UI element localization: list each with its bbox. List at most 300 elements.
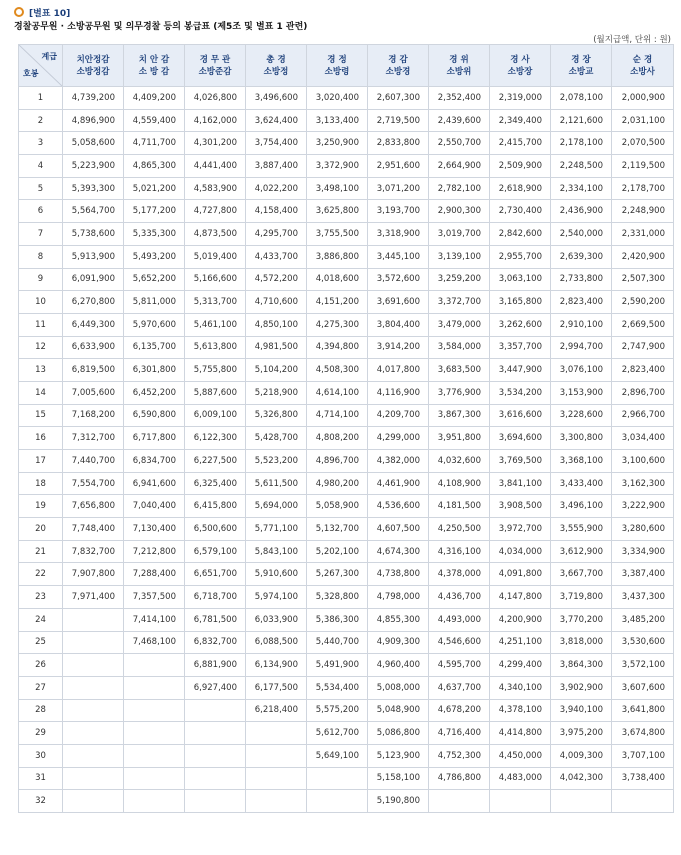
salary-cell: 5,811,000 — [124, 291, 185, 314]
salary-cell — [63, 676, 124, 699]
bullet-circle-icon — [14, 7, 24, 17]
salary-cell: 7,748,400 — [63, 518, 124, 541]
salary-cell: 2,000,900 — [612, 87, 674, 110]
table-row — [19, 790, 674, 813]
salary-cell: 4,873,500 — [185, 223, 246, 246]
table-row — [19, 313, 674, 336]
salary-cell: 2,334,100 — [551, 177, 612, 200]
salary-cell: 7,440,700 — [63, 450, 124, 473]
salary-cell: 4,798,000 — [368, 586, 429, 609]
salary-cell: 3,908,500 — [490, 495, 551, 518]
salary-cell: 7,357,500 — [124, 586, 185, 609]
column-header: 치안정감 소방정감 — [63, 45, 124, 87]
salary-cell: 5,326,800 — [246, 404, 307, 427]
salary-cell: 3,318,900 — [368, 223, 429, 246]
salary-cell: 5,177,200 — [124, 200, 185, 223]
salary-cell: 2,669,500 — [612, 313, 674, 336]
salary-cell: 3,479,000 — [429, 313, 490, 336]
table-row — [19, 540, 674, 563]
salary-cell: 2,509,900 — [490, 155, 551, 178]
table-row — [19, 381, 674, 404]
salary-cell: 4,034,000 — [490, 540, 551, 563]
salary-cell: 3,372,900 — [307, 155, 368, 178]
salary-cell: 4,461,900 — [368, 472, 429, 495]
salary-cell: 4,536,600 — [368, 495, 429, 518]
step-cell: 10 — [19, 291, 63, 314]
salary-cell: 3,625,800 — [307, 200, 368, 223]
salary-cell: 6,881,900 — [185, 654, 246, 677]
salary-cell: 3,076,100 — [551, 359, 612, 382]
column-header: 경 무 관 소방준감 — [185, 45, 246, 87]
salary-cell: 3,770,200 — [551, 608, 612, 631]
step-cell: 13 — [19, 359, 63, 382]
salary-cell: 5,166,600 — [185, 268, 246, 291]
salary-cell: 6,325,400 — [185, 472, 246, 495]
salary-cell — [63, 699, 124, 722]
table-row — [19, 744, 674, 767]
salary-cell: 6,009,100 — [185, 404, 246, 427]
step-cell: 6 — [19, 200, 63, 223]
salary-cell: 4,275,300 — [307, 313, 368, 336]
salary-cell: 2,951,600 — [368, 155, 429, 178]
salary-cell: 3,804,400 — [368, 313, 429, 336]
step-cell: 24 — [19, 608, 63, 631]
step-cell: 8 — [19, 245, 63, 268]
salary-cell: 3,496,600 — [246, 87, 307, 110]
salary-cell: 3,530,600 — [612, 631, 674, 654]
step-cell: 32 — [19, 790, 63, 813]
salary-cell: 4,017,800 — [368, 359, 429, 382]
salary-cell: 2,618,900 — [490, 177, 551, 200]
salary-cell: 3,612,900 — [551, 540, 612, 563]
salary-cell: 6,449,300 — [63, 313, 124, 336]
salary-cell: 4,865,300 — [124, 155, 185, 178]
salary-cell: 4,018,600 — [307, 268, 368, 291]
table-row — [19, 132, 674, 155]
salary-cell — [612, 790, 674, 813]
salary-cell — [63, 790, 124, 813]
salary-cell: 7,312,700 — [63, 427, 124, 450]
salary-cell: 4,250,500 — [429, 518, 490, 541]
salary-cell: 3,071,200 — [368, 177, 429, 200]
salary-cell: 6,135,700 — [124, 336, 185, 359]
table-row — [19, 472, 674, 495]
salary-cell: 2,782,100 — [429, 177, 490, 200]
salary-cell: 4,181,500 — [429, 495, 490, 518]
salary-cell: 4,436,700 — [429, 586, 490, 609]
salary-cell: 6,781,500 — [185, 608, 246, 631]
salary-cell: 3,886,800 — [307, 245, 368, 268]
salary-cell: 5,440,700 — [307, 631, 368, 654]
salary-cell: 5,058,600 — [63, 132, 124, 155]
salary-cell: 5,564,700 — [63, 200, 124, 223]
salary-cell: 4,508,300 — [307, 359, 368, 382]
salary-cell: 4,808,200 — [307, 427, 368, 450]
salary-cell: 4,340,100 — [490, 676, 551, 699]
salary-cell: 5,970,600 — [124, 313, 185, 336]
salary-cell: 3,019,700 — [429, 223, 490, 246]
column-header: 총 경 소방정 — [246, 45, 307, 87]
salary-cell: 7,040,400 — [124, 495, 185, 518]
salary-cell — [124, 722, 185, 745]
appendix-tag: [별표 10] — [29, 8, 71, 19]
salary-cell: 4,147,800 — [490, 586, 551, 609]
salary-cell: 4,483,000 — [490, 767, 551, 790]
salary-cell: 6,218,400 — [246, 699, 307, 722]
salary-cell: 4,433,700 — [246, 245, 307, 268]
salary-cell: 5,335,300 — [124, 223, 185, 246]
document-title: 경찰공무원 · 소방공무원 및 의무경찰 등의 봉급표 (제5조 및 별표 1 관련) — [14, 22, 308, 32]
salary-cell: 4,200,900 — [490, 608, 551, 631]
salary-cell: 2,319,000 — [490, 87, 551, 110]
salary-table — [18, 44, 674, 813]
salary-cell: 2,733,800 — [551, 268, 612, 291]
column-header: 경 감 소방경 — [368, 45, 429, 87]
salary-cell: 4,595,700 — [429, 654, 490, 677]
salary-cell: 2,331,000 — [612, 223, 674, 246]
salary-cell: 5,048,900 — [368, 699, 429, 722]
salary-cell: 6,415,800 — [185, 495, 246, 518]
salary-cell: 7,288,400 — [124, 563, 185, 586]
salary-cell: 7,907,800 — [63, 563, 124, 586]
salary-cell: 7,130,400 — [124, 518, 185, 541]
salary-cell: 5,694,000 — [246, 495, 307, 518]
table-row — [19, 245, 674, 268]
salary-cell: 2,178,700 — [612, 177, 674, 200]
salary-cell: 3,387,400 — [612, 563, 674, 586]
salary-cell: 3,193,700 — [368, 200, 429, 223]
salary-cell: 5,428,700 — [246, 427, 307, 450]
salary-cell: 2,031,100 — [612, 109, 674, 132]
table-row — [19, 676, 674, 699]
step-cell: 31 — [19, 767, 63, 790]
step-cell: 1 — [19, 87, 63, 110]
salary-cell: 2,590,200 — [612, 291, 674, 314]
salary-cell: 3,975,200 — [551, 722, 612, 745]
salary-cell: 6,651,700 — [185, 563, 246, 586]
salary-cell: 6,500,600 — [185, 518, 246, 541]
salary-cell: 4,850,100 — [246, 313, 307, 336]
salary-cell: 4,960,400 — [368, 654, 429, 677]
salary-cell: 4,981,500 — [246, 336, 307, 359]
salary-cell: 2,910,100 — [551, 313, 612, 336]
salary-cell: 5,267,300 — [307, 563, 368, 586]
salary-cell: 3,738,400 — [612, 767, 674, 790]
salary-cell: 4,896,900 — [63, 109, 124, 132]
salary-cell: 7,212,800 — [124, 540, 185, 563]
salary-cell: 3,280,600 — [612, 518, 674, 541]
table-body — [19, 87, 674, 813]
salary-cell: 4,032,600 — [429, 450, 490, 473]
salary-cell: 3,719,800 — [551, 586, 612, 609]
table-row — [19, 336, 674, 359]
salary-cell: 6,122,300 — [185, 427, 246, 450]
salary-cell: 2,719,500 — [368, 109, 429, 132]
salary-cell: 6,033,900 — [246, 608, 307, 631]
salary-cell: 3,228,600 — [551, 404, 612, 427]
salary-cell: 5,218,900 — [246, 381, 307, 404]
salary-cell: 3,841,100 — [490, 472, 551, 495]
salary-cell: 5,190,800 — [368, 790, 429, 813]
salary-cell: 5,612,700 — [307, 722, 368, 745]
salary-cell: 4,909,300 — [368, 631, 429, 654]
table-row — [19, 200, 674, 223]
salary-cell: 4,674,300 — [368, 540, 429, 563]
salary-cell: 4,116,900 — [368, 381, 429, 404]
salary-cell: 2,436,900 — [551, 200, 612, 223]
table-row — [19, 87, 674, 110]
salary-cell: 5,008,000 — [368, 676, 429, 699]
salary-cell: 4,896,700 — [307, 450, 368, 473]
salary-cell: 4,026,800 — [185, 87, 246, 110]
salary-cell: 7,414,100 — [124, 608, 185, 631]
salary-cell: 2,178,100 — [551, 132, 612, 155]
salary-cell: 4,738,800 — [368, 563, 429, 586]
salary-cell: 5,575,200 — [307, 699, 368, 722]
salary-cell: 3,674,800 — [612, 722, 674, 745]
salary-cell: 2,730,400 — [490, 200, 551, 223]
salary-cell: 6,091,900 — [63, 268, 124, 291]
salary-cell: 2,994,700 — [551, 336, 612, 359]
salary-cell: 5,393,300 — [63, 177, 124, 200]
salary-cell: 3,887,400 — [246, 155, 307, 178]
salary-cell: 5,086,800 — [368, 722, 429, 745]
salary-cell: 3,259,200 — [429, 268, 490, 291]
step-cell: 2 — [19, 109, 63, 132]
salary-cell — [124, 790, 185, 813]
salary-cell: 7,468,100 — [124, 631, 185, 654]
salary-cell: 3,667,700 — [551, 563, 612, 586]
salary-cell: 6,590,800 — [124, 404, 185, 427]
salary-cell: 3,300,800 — [551, 427, 612, 450]
salary-cell: 4,710,600 — [246, 291, 307, 314]
salary-cell: 4,572,200 — [246, 268, 307, 291]
column-header: 경 정 소방령 — [307, 45, 368, 87]
salary-cell — [185, 767, 246, 790]
salary-cell: 5,328,800 — [307, 586, 368, 609]
salary-cell: 7,832,700 — [63, 540, 124, 563]
salary-cell — [63, 744, 124, 767]
document-header — [14, 6, 674, 31]
salary-cell: 2,639,300 — [551, 245, 612, 268]
step-cell: 3 — [19, 132, 63, 155]
salary-cell: 3,769,500 — [490, 450, 551, 473]
step-cell: 19 — [19, 495, 63, 518]
salary-cell: 5,223,900 — [63, 155, 124, 178]
table-row — [19, 608, 674, 631]
column-header: 경 사 소방장 — [490, 45, 551, 87]
salary-cell: 3,100,600 — [612, 450, 674, 473]
salary-cell: 4,739,200 — [63, 87, 124, 110]
salary-cell: 3,754,400 — [246, 132, 307, 155]
salary-cell: 6,832,700 — [185, 631, 246, 654]
salary-cell: 2,900,300 — [429, 200, 490, 223]
salary-cell: 4,409,200 — [124, 87, 185, 110]
salary-cell: 5,523,200 — [246, 450, 307, 473]
salary-cell: 3,572,600 — [368, 268, 429, 291]
salary-cell: 2,842,600 — [490, 223, 551, 246]
salary-cell: 3,357,700 — [490, 336, 551, 359]
salary-cell: 5,386,300 — [307, 608, 368, 631]
salary-cell: 4,786,800 — [429, 767, 490, 790]
salary-cell: 3,972,700 — [490, 518, 551, 541]
salary-cell: 3,940,100 — [551, 699, 612, 722]
step-cell: 28 — [19, 699, 63, 722]
salary-cell: 5,019,400 — [185, 245, 246, 268]
salary-cell: 6,301,800 — [124, 359, 185, 382]
salary-cell: 2,823,400 — [612, 359, 674, 382]
salary-cell — [307, 790, 368, 813]
salary-cell: 3,433,400 — [551, 472, 612, 495]
table-row — [19, 177, 674, 200]
salary-cell: 2,823,400 — [551, 291, 612, 314]
salary-cell: 3,534,200 — [490, 381, 551, 404]
salary-cell: 4,299,400 — [490, 654, 551, 677]
table-row — [19, 109, 674, 132]
step-cell: 12 — [19, 336, 63, 359]
step-cell: 29 — [19, 722, 63, 745]
salary-cell: 3,584,000 — [429, 336, 490, 359]
step-cell: 30 — [19, 744, 63, 767]
salary-cell: 4,042,300 — [551, 767, 612, 790]
step-cell: 17 — [19, 450, 63, 473]
salary-cell: 3,133,400 — [307, 109, 368, 132]
salary-cell: 3,616,600 — [490, 404, 551, 427]
salary-cell: 3,755,500 — [307, 223, 368, 246]
table-row — [19, 699, 674, 722]
salary-cell: 3,447,900 — [490, 359, 551, 382]
column-header: 치 안 감 소 방 감 — [124, 45, 185, 87]
salary-cell: 2,896,700 — [612, 381, 674, 404]
salary-cell: 3,498,100 — [307, 177, 368, 200]
salary-cell — [63, 654, 124, 677]
corner-grade-label: 계급 — [41, 52, 57, 61]
salary-cell: 4,493,000 — [429, 608, 490, 631]
salary-cell — [63, 608, 124, 631]
salary-cell: 3,914,200 — [368, 336, 429, 359]
table-row — [19, 631, 674, 654]
salary-cell: 3,063,100 — [490, 268, 551, 291]
step-cell: 15 — [19, 404, 63, 427]
salary-cell: 5,132,700 — [307, 518, 368, 541]
salary-cell — [246, 744, 307, 767]
salary-cell: 3,641,800 — [612, 699, 674, 722]
salary-cell: 4,009,300 — [551, 744, 612, 767]
salary-cell: 4,394,800 — [307, 336, 368, 359]
salary-cell: 5,534,400 — [307, 676, 368, 699]
salary-cell — [124, 676, 185, 699]
salary-cell — [185, 722, 246, 745]
step-cell: 23 — [19, 586, 63, 609]
salary-cell: 3,902,900 — [551, 676, 612, 699]
salary-cell: 5,974,100 — [246, 586, 307, 609]
salary-cell: 6,088,500 — [246, 631, 307, 654]
salary-cell: 7,656,800 — [63, 495, 124, 518]
salary-cell: 3,222,900 — [612, 495, 674, 518]
salary-cell — [246, 722, 307, 745]
salary-cell: 3,864,300 — [551, 654, 612, 677]
step-cell: 7 — [19, 223, 63, 246]
salary-cell: 2,833,800 — [368, 132, 429, 155]
salary-cell — [124, 699, 185, 722]
appendix-tag-line — [14, 6, 674, 18]
salary-cell: 5,461,100 — [185, 313, 246, 336]
salary-cell — [124, 767, 185, 790]
salary-cell: 3,262,600 — [490, 313, 551, 336]
salary-cell: 3,250,900 — [307, 132, 368, 155]
salary-cell: 5,755,800 — [185, 359, 246, 382]
salary-cell: 4,158,400 — [246, 200, 307, 223]
salary-cell: 3,694,600 — [490, 427, 551, 450]
salary-cell: 4,316,100 — [429, 540, 490, 563]
column-header: 경 위 소방위 — [429, 45, 490, 87]
salary-cell: 2,349,400 — [490, 109, 551, 132]
salary-cell: 7,168,200 — [63, 404, 124, 427]
salary-cell: 6,270,800 — [63, 291, 124, 314]
salary-cell: 2,248,500 — [551, 155, 612, 178]
salary-cell: 4,678,200 — [429, 699, 490, 722]
salary-cell: 4,637,700 — [429, 676, 490, 699]
salary-cell: 4,022,200 — [246, 177, 307, 200]
table-row — [19, 654, 674, 677]
salary-cell: 7,971,400 — [63, 586, 124, 609]
salary-cell: 2,955,700 — [490, 245, 551, 268]
salary-cell: 3,153,900 — [551, 381, 612, 404]
table-row — [19, 291, 674, 314]
salary-cell: 3,334,900 — [612, 540, 674, 563]
corner-step-label: 호봉 — [23, 69, 39, 78]
salary-cell: 2,121,600 — [551, 109, 612, 132]
step-cell: 5 — [19, 177, 63, 200]
salary-cell: 3,624,400 — [246, 109, 307, 132]
salary-cell: 2,607,300 — [368, 87, 429, 110]
table-row — [19, 223, 674, 246]
salary-cell: 6,177,500 — [246, 676, 307, 699]
salary-cell: 4,382,000 — [368, 450, 429, 473]
salary-cell: 2,248,900 — [612, 200, 674, 223]
salary-cell: 7,005,600 — [63, 381, 124, 404]
salary-cell: 5,738,600 — [63, 223, 124, 246]
salary-cell: 3,372,700 — [429, 291, 490, 314]
salary-cell: 7,554,700 — [63, 472, 124, 495]
salary-cell — [63, 767, 124, 790]
salary-cell: 5,652,200 — [124, 268, 185, 291]
salary-cell: 3,485,200 — [612, 608, 674, 631]
salary-cell: 6,633,900 — [63, 336, 124, 359]
salary-cell: 5,913,900 — [63, 245, 124, 268]
salary-cell: 2,078,100 — [551, 87, 612, 110]
salary-cell: 5,649,100 — [307, 744, 368, 767]
step-cell: 22 — [19, 563, 63, 586]
salary-cell: 5,887,600 — [185, 381, 246, 404]
salary-cell: 4,607,500 — [368, 518, 429, 541]
salary-cell: 6,941,600 — [124, 472, 185, 495]
salary-cell: 6,927,400 — [185, 676, 246, 699]
step-cell: 21 — [19, 540, 63, 563]
step-cell: 16 — [19, 427, 63, 450]
step-cell: 14 — [19, 381, 63, 404]
table-row — [19, 563, 674, 586]
salary-cell: 4,295,700 — [246, 223, 307, 246]
salary-cell: 5,910,600 — [246, 563, 307, 586]
salary-cell: 4,091,800 — [490, 563, 551, 586]
salary-cell: 3,020,400 — [307, 87, 368, 110]
step-cell: 25 — [19, 631, 63, 654]
table-row — [19, 450, 674, 473]
salary-cell: 6,717,800 — [124, 427, 185, 450]
salary-cell: 2,439,600 — [429, 109, 490, 132]
salary-cell: 4,716,400 — [429, 722, 490, 745]
